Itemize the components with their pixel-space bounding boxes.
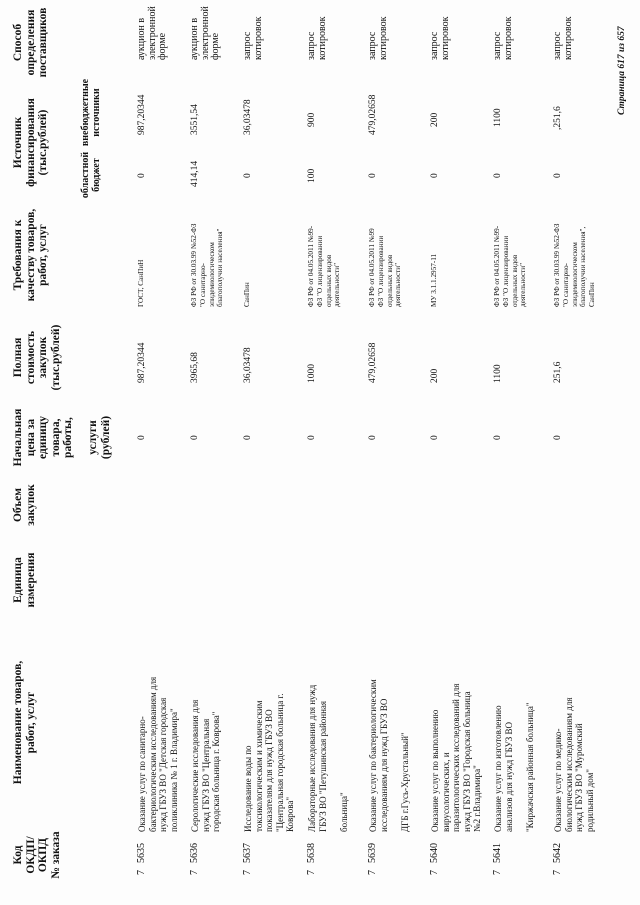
row-name: Оказание услуг по изготовлению анализов для нужд ГБУЗ ВО "Киржачская районная больница" (493, 702, 535, 832)
row-extrabudget: 900 (307, 112, 317, 127)
row-num: 7 (552, 870, 563, 875)
row-total: 1100 (493, 364, 503, 383)
row-total: 36,03478 (243, 347, 253, 383)
row-requirements: ФЗ РФ от 30.03.99 №52-ФЗ "О санитарно- эпидемиологическом благополучии населения", СанПин (553, 223, 597, 307)
row-price: 0 (430, 435, 440, 440)
row-requirements: СанПин (243, 282, 251, 307)
row-total: 987,20344 (137, 342, 147, 383)
row-total: 200 (430, 368, 440, 383)
row-name: Оказание услуг по медико- биологическим исследованиям для нужд ГБУЗ ВО "Муромский родильный дом" (553, 697, 595, 832)
row-name: Лабораторные исследования для нужд ГБУЗ ВО "Петушинская районная больница" (307, 684, 349, 832)
row-num: 7 (306, 870, 317, 875)
row-requirements: ФЗ РФ от 04.05.2011 №99 ФЗ "О лицензировании отдельных видов деятельности" (368, 228, 403, 307)
row-requirements: МУ 3.1.1.2957-11 (430, 253, 438, 307)
row-regional: 100 (307, 168, 317, 183)
header-volume: Объем закупок (12, 484, 37, 526)
row-code: 5642 (552, 843, 563, 863)
row-extrabudget: 200 (430, 112, 440, 127)
row-method: запрос котировок (306, 16, 328, 60)
row-regional: 0 (137, 173, 147, 178)
row-regional: 0 (493, 173, 503, 178)
row-extrabudget: 3551,54 (190, 104, 200, 135)
row-price: 0 (368, 435, 378, 440)
row-total: 3965,68 (190, 352, 200, 383)
row-code: 5641 (492, 843, 503, 863)
header-total: Полная стоимость закупок (тыс.рублей) (12, 324, 62, 391)
row-total: 251,6 (553, 361, 563, 383)
header-method: Способ определения поставщиков (12, 7, 49, 78)
row-total: 479,02658 (368, 342, 378, 383)
row-regional: 0 (553, 173, 563, 178)
row-method: запрос котировок (242, 16, 264, 60)
row-requirements: ФЗ РФ от 04.05.2011 №99- ФЗ "О лицензировании отдельных видов деятельности" (307, 225, 342, 307)
row-regional: 0 (243, 173, 253, 178)
header-regional: областной бюджет (80, 151, 102, 199)
page-number: Страница 617 из 657 (617, 26, 627, 115)
row-price: 0 (493, 435, 503, 440)
row-requirements: ФЗ РФ от 04.05.2011 №99- ФЗ "О лицензировании отдельных видов деятельности" (493, 225, 528, 307)
row-extrabudget: 1100 (493, 108, 503, 127)
row-num: 7 (492, 870, 503, 875)
row-code: 5637 (242, 843, 253, 863)
row-extrabudget: 479,02658 (368, 94, 378, 135)
row-method: аукцион в электронной форме (189, 6, 221, 60)
row-regional: 0 (368, 173, 378, 178)
header-code: Код ОКДП/ ОКПД № заказа (12, 831, 62, 879)
row-code: 5638 (306, 843, 317, 863)
row-name: Оказание услуг по бактериологическим исследованиям для нужд ГБУЗ ВО ДГБ г.Гусь-Хрустальный" (368, 679, 410, 832)
row-method: аукцион в электронной форме (136, 6, 168, 60)
row-name: Исследование воды по токсикологическим и химическим показателям для нужд ГБУЗ ВО "Центральная городская больница г. Коврова" (243, 693, 295, 832)
row-extrabudget: 987,20344 (137, 94, 147, 135)
row-price: 0 (307, 435, 317, 440)
header-unit: Единица измерения (12, 552, 37, 608)
row-code: 5640 (429, 843, 440, 863)
row-method: запрос котировок (552, 16, 574, 60)
row-method: запрос котировок (492, 16, 514, 60)
row-name: Серологические исследования для нужд ГБУЗ ВО "Центральная городская больница г. Коврова" (190, 699, 221, 832)
row-method: запрос котировок (429, 16, 451, 60)
row-requirements: ГОСТ, СанПиН (137, 259, 145, 307)
row-regional: 0 (430, 173, 440, 178)
row-extrabudget: ,251,6 (553, 106, 563, 130)
row-name: Оказание услуг по санитарно- бактериологическим исследованиям для нужд ГБУЗ ВО "Детская городская поликлиника № 1 г. Владимира" (137, 676, 179, 832)
row-code: 5639 (367, 843, 378, 863)
row-price: 0 (243, 435, 253, 440)
row-num: 7 (367, 870, 378, 875)
row-requirements: ФЗ РФ от 30.03.99 №52-ФЗ "О санитарно- эпидемиологическом благополучии населения" (190, 223, 225, 307)
row-price: 0 (137, 435, 147, 440)
header-name: Наименование товаров, работ, услуг (12, 660, 37, 785)
row-extrabudget: 36,03478 (243, 99, 253, 135)
row-code: 5636 (189, 843, 200, 863)
row-price: 0 (553, 435, 563, 440)
header-requirements: Требования к качеству товаров, работ, услуг (12, 208, 49, 302)
row-total: 1000 (307, 364, 317, 383)
header-financing: Источник финансирования (тыс.рублей) (12, 98, 49, 187)
header-price: Начальная цена за единицу товара, работы, услуги (рублей) (12, 408, 112, 467)
header-extrabudget: внебюджетные источники (80, 78, 102, 147)
row-name: Оказание услуг по выполнению вирусологических, и паразитологических исследований для нужд ГБУЗ ВО "Городская больница №2 г.Владимира" (430, 683, 482, 832)
row-method: запрос котировок (367, 16, 389, 60)
row-num: 7 (429, 870, 440, 875)
row-num: 7 (189, 870, 200, 875)
row-price: 0 (190, 435, 200, 440)
row-num: 7 (242, 870, 253, 875)
row-regional: 414,14 (190, 160, 200, 187)
row-num: 7 (136, 870, 147, 875)
row-code: 5635 (136, 843, 147, 863)
